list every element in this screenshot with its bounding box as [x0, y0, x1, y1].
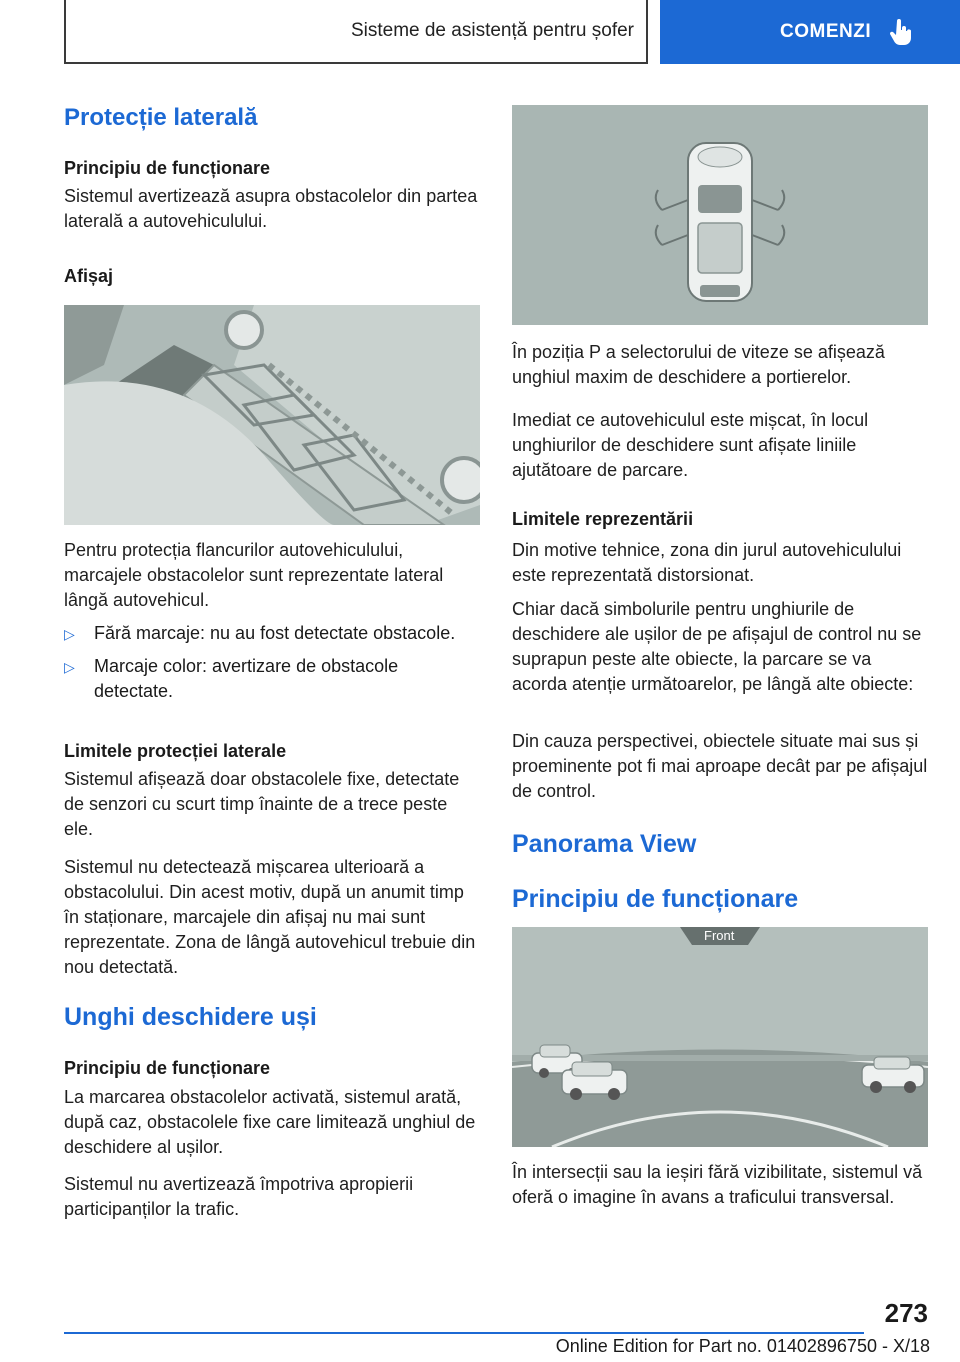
hand-pointer-icon — [889, 19, 911, 45]
subheading-display: Afișaj — [64, 266, 114, 286]
subheading-limits: Limitele protecției laterale — [64, 741, 287, 761]
tab-comenzi[interactable] — [660, 0, 960, 64]
page-number: 273 — [884, 1298, 928, 1328]
subheading-principle: Principiu de funcționare — [64, 158, 271, 178]
side-protection-image — [64, 305, 480, 525]
list-item: ▷ Marcaje color: avertizare de obstacole detectate. — [64, 656, 399, 701]
panorama-image — [512, 927, 928, 1147]
subheading-principle-doors: Principiu de funcționare — [64, 1058, 271, 1078]
section-title: Sisteme de asistență pentru șofer — [350, 20, 634, 41]
paragraph-moving-vehicle: Imediat ce autovehiculul este mișcat, în locul unghiurilor de deschidere sunt afișate liniile ajutătoare de parcare. — [512, 410, 869, 480]
paragraph-warning: Sistemul avertizează asupra obstacolelor din partea laterală a autovehiculului. — [64, 186, 478, 231]
paragraph-movement: Sistemul nu detectează mișcarea ulterioară a obstacolului. Din acest motiv, după un anumit timp în staționare, marcajele din afișaj nu mai sunt reprezentate. Zona de lângă autovehicul trebuie din nou detectată. — [64, 857, 476, 977]
list-item: ▷ Fără marcaje: nu au fost detectate obstacole. — [64, 621, 480, 646]
front-label: Front — [704, 928, 735, 943]
header-section-title-box — [64, 0, 648, 64]
tab-label: COMENZI — [780, 21, 872, 42]
subheading-representation-limits: Limitele reprezentării — [512, 509, 694, 529]
paragraph-fixed-obstacles: Sistemul afișează doar obstacolele fixe, detectate de senzori cu scurt timp înainte de a trece peste ele. — [64, 769, 460, 839]
paragraph-p-position: În poziția P a selectorului de viteze se afișează unghiul maxim de deschidere a portierelor. — [512, 342, 885, 387]
paragraph-flank-protection: Pentru protecția flancurilor autovehiculului, marcajele obstacolelor sunt reprezentate lateral lângă autovehicul. — [64, 540, 444, 610]
paragraph-perspective: Din cauza perspectivei, obiectele situate mai sus și proeminente pot fi mai aproape decât par pe afișajul de control. — [512, 731, 928, 801]
section-title-side-protection: Protecție laterală — [64, 104, 258, 131]
edition-footer: Online Edition for Part no. 01402896750 - X/18 — [555, 1336, 930, 1356]
paragraph-intersections: În intersecții sau la ieșiri fără vizibilitate, sistemul vă oferă o imagine în avans a traficului transversal. — [512, 1162, 923, 1207]
section-title-panorama-view: Panorama View — [512, 830, 697, 858]
triangle-bullet-icon: ▷ — [64, 626, 75, 642]
section-title-door-angle: Unghi deschidere uși — [64, 1003, 317, 1031]
paragraph-traffic: Sistemul nu avertizează împotriva apropierii participanților la trafic. — [64, 1174, 414, 1219]
paragraph-symbols: Chiar dacă simbolurile pentru unghiurile de deschidere ale ușilor de pe afișajul de control nu se suprapun peste alte obiecte, la parcare se va acorda atenție următoarelor, pe lângă alte obiecte: — [512, 599, 922, 694]
triangle-bullet-icon: ▷ — [64, 659, 75, 675]
footer-divider — [64, 1332, 864, 1334]
paragraph-obstacle-marking: La marcarea obstacolelor activată, sistemul arată, după caz, obstacolele fixe care limitează unghiul de deschidere al ușilor. — [64, 1087, 476, 1157]
door-angle-image — [512, 105, 928, 325]
subheading-panorama-principle: Principiu de funcționare — [512, 885, 799, 913]
paragraph-distortion: Din motive tehnice, zona din jurul autovehiculului este reprezentată distorsionat. — [512, 540, 902, 585]
